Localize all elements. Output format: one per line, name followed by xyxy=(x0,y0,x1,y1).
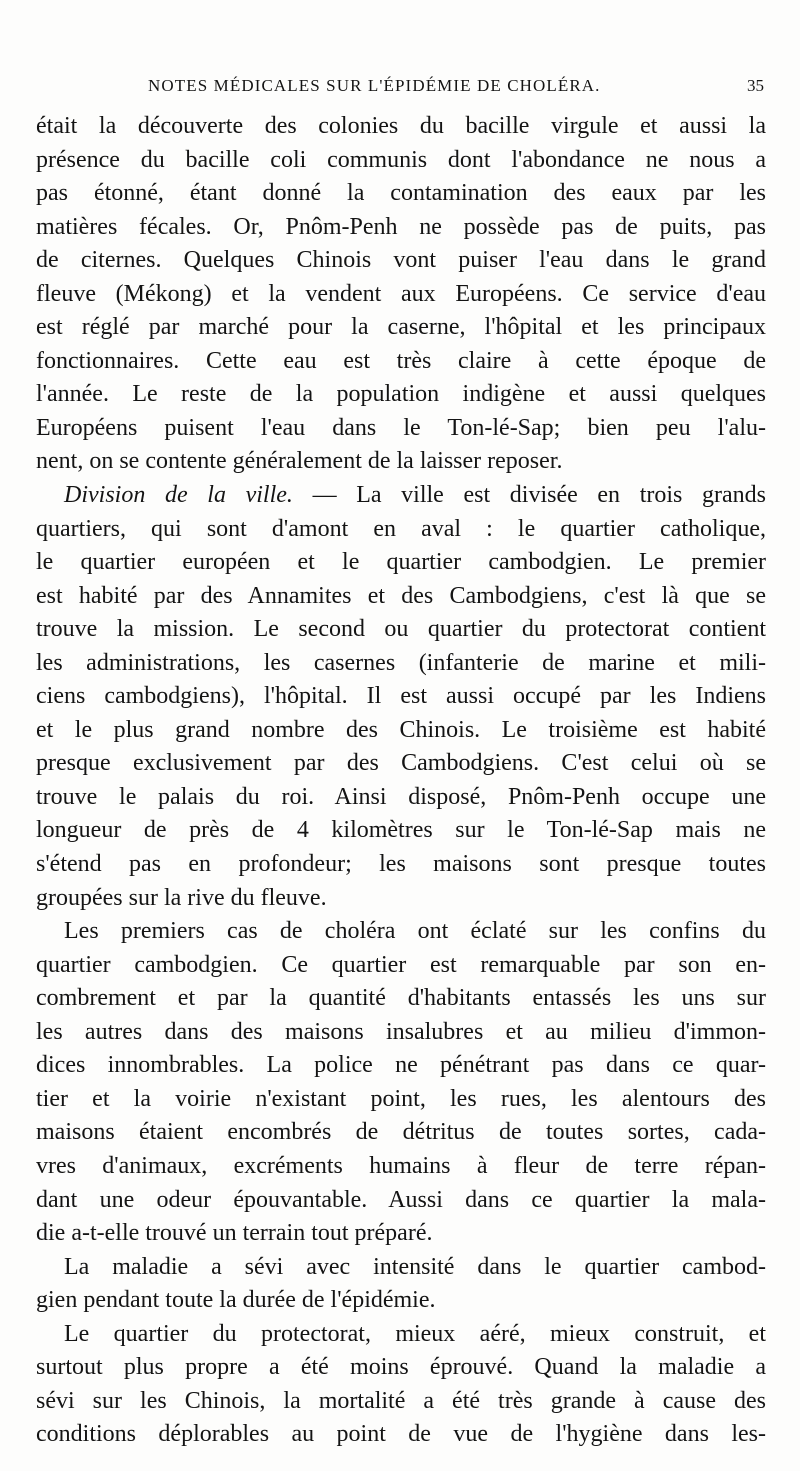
text-line: pas étonné, étant donné la contamination des eaux par les xyxy=(36,180,766,207)
text-line: Les premiers cas de choléra ont éclaté sur les confins du xyxy=(64,918,766,945)
text-line: ciens cambodgiens), l'hôpital. Il est aussi occupé par les Indiens xyxy=(36,683,766,710)
text-line: de citernes. Quelques Chinois vont puiser l'eau dans le grand xyxy=(36,247,766,274)
text-line: quartiers, qui sont d'amont en aval : le quartier catholique, xyxy=(36,515,766,542)
text-line: présence du bacille coli communis dont l'abondance ne nous a xyxy=(36,146,766,173)
body-text xyxy=(36,110,766,1452)
text-line: l'année. Le reste de la population indigène et aussi quelques xyxy=(36,381,766,408)
text-line: tier et la voirie n'existant point, les rues, les alentours des xyxy=(36,1085,766,1112)
text-line: fleuve (Mékong) et la vendent aux Européens. Ce service d'eau xyxy=(36,280,766,307)
running-header xyxy=(36,76,764,102)
text-line: dant une odeur épouvantable. Aussi dans ce quartier la mala- xyxy=(36,1186,766,1213)
text-line: les autres dans des maisons insalubres et au milieu d'immon- xyxy=(36,1018,766,1045)
text-line: dices innombrables. La police ne pénétrant pas dans ce quar- xyxy=(36,1052,766,1079)
text-line: combrement et par la quantité d'habitants entassés les uns sur xyxy=(36,985,766,1012)
text-line: groupées sur la rive du fleuve. xyxy=(36,884,327,911)
text-line: maisons étaient encombrés de détritus de toutes sortes, cada- xyxy=(36,1119,766,1146)
text-line: La maladie a sévi avec intensité dans le quartier cambod- xyxy=(64,1253,766,1280)
section-heading: Division de la ville. xyxy=(64,482,293,509)
text-line: Européens puisent l'eau dans le Ton-lé-Sap; bien peu l'alu- xyxy=(36,414,766,441)
text-line: die a-t-elle trouvé un terrain tout préparé. xyxy=(36,1220,433,1247)
text-fragment: — La ville est divisée en trois grands xyxy=(312,482,766,509)
text-line: nent, on se contente généralement de la laisser reposer. xyxy=(36,448,563,475)
text-line: le quartier européen et le quartier cambodgien. Le premier xyxy=(36,549,766,576)
section-heading-line xyxy=(36,479,766,513)
text-line: sévi sur les Chinois, la mortalité a été très grande à cause des xyxy=(36,1387,766,1414)
text-line: trouve la mission. Le second ou quartier du protectorat contient xyxy=(36,616,766,643)
text-line: Le quartier du protectorat, mieux aéré, mieux construit, et xyxy=(64,1320,766,1347)
text-line: trouve le palais du roi. Ainsi disposé, Pnôm-Penh occupe une xyxy=(36,783,766,810)
text-line: est réglé par marché pour la caserne, l'hôpital et les principaux xyxy=(36,314,766,341)
text-line: les administrations, les casernes (infanterie de marine et mili- xyxy=(36,649,766,676)
text-line: est habité par des Annamites et des Cambodgiens, c'est là que se xyxy=(36,582,766,609)
text-line: longueur de près de 4 kilomètres sur le Ton-lé-Sap mais ne xyxy=(36,817,766,844)
text-line: quartier cambodgien. Ce quartier est remarquable par son en- xyxy=(36,951,766,978)
page-number: 35 xyxy=(747,76,764,95)
text-line: était la découverte des colonies du bacille virgule et aussi la xyxy=(36,113,766,139)
running-title: NOTES MÉDICALES SUR L'ÉPIDÉMIE DE CHOLÉRA. xyxy=(148,76,601,95)
text-line: matières fécales. Or, Pnôm-Penh ne possède pas de puits, pas xyxy=(36,213,766,240)
text-line: fonctionnaires. Cette eau est très claire à cette époque de xyxy=(36,347,766,374)
text-line: gien pendant toute la durée de l'épidémie. xyxy=(36,1287,436,1314)
text-line: presque exclusivement par des Cambodgiens. C'est celui où se xyxy=(36,750,766,777)
text-line: conditions déplorables au point de vue de l'hygiène dans les- xyxy=(36,1421,766,1448)
text-line: s'étend pas en profondeur; les maisons sont presque toutes xyxy=(36,851,766,878)
text-line: surtout plus propre a été moins éprouvé. Quand la maladie a xyxy=(36,1354,766,1381)
text-line: vres d'animaux, excréments humains à fleur de terre répan- xyxy=(36,1152,766,1179)
text-line: et le plus grand nombre des Chinois. Le troisième est habité xyxy=(36,716,766,743)
